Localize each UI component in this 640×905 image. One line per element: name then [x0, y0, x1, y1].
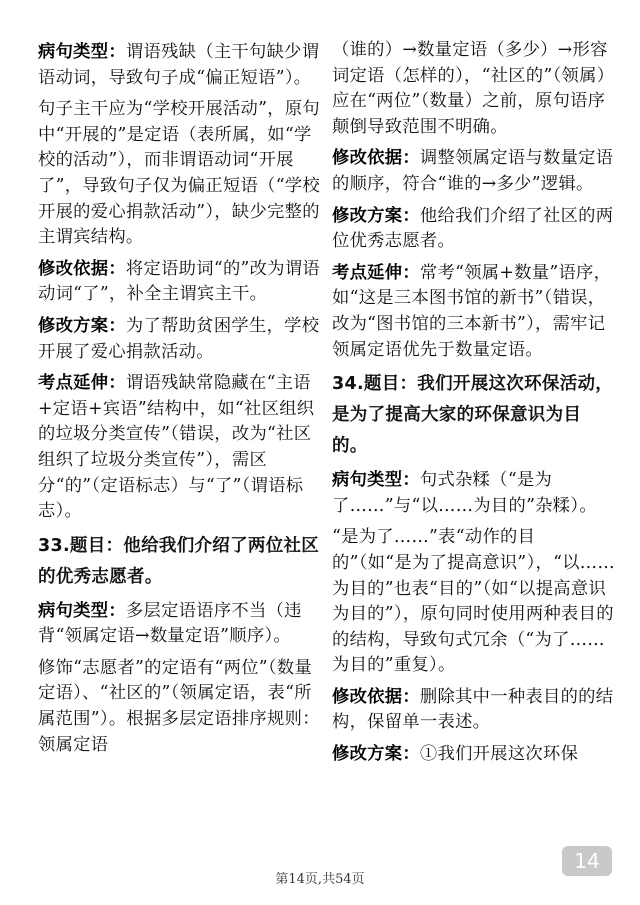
paragraph: [38, 257, 321, 308]
paragraph: [38, 371, 321, 525]
paragraph-text: 谓语残缺常隐藏在“主语+定语+宾语”结构中，如“社区组织的垃圾分类宣传”（错误，改为“社区组织了垃圾分类宣传”），需区分“的”（定语标志）与“了”（谓语标志）。: [38, 373, 315, 522]
paragraph: [332, 38, 615, 140]
paragraph-text: 调整领属定语与数量定语的顺序，符合“谁的→多少”逻辑。: [332, 148, 614, 194]
section-label: 病句类型：: [38, 42, 126, 62]
q34-title: 34.题目：我们开展这次环保活动，是为了提高大家的环保意识为目的。: [332, 374, 614, 457]
paragraph: [332, 204, 615, 255]
section-label: 修改方案：: [38, 315, 126, 336]
q33-analysis-part1: [38, 599, 321, 759]
paragraph-text: 为了帮助贫困学生，学校开展了爱心捐款活动。: [38, 315, 320, 362]
section-label: 修改依据：: [332, 148, 420, 169]
paragraph-text: 修饰“志愿者”的定语有“两位”（数量定语）、“社区的”（领属定语，表“所属范围”）。根据多层定语排序规则：领属定语: [38, 657, 320, 755]
paragraph-text: 谓语残缺（主干句缺少谓语动词，导致句子成“偏正短语”）。: [38, 42, 320, 88]
paragraph-text: “是为了……”表“动作的目的”（如“是为了提高意识”），“以……为目的”也表“目的”（如“以提高意识为目的”），原句同时使用两种表目的的结构，导致句式冗余（“为了……为目的”重复）。: [332, 527, 615, 676]
paragraph: [332, 468, 615, 519]
q33-analysis-part2: [332, 38, 615, 363]
paragraph: [38, 599, 321, 650]
section-label: 修改依据：: [332, 686, 420, 707]
section-label: 病句类型：: [332, 470, 420, 491]
paragraph: [38, 314, 321, 365]
paragraph-text: 句式杂糅（“是为了……”与“以……为目的”杂糅）。: [332, 470, 597, 516]
paragraph: [332, 525, 615, 679]
paragraph-text: 常考“领属+数量”语序，如“这是三本图书馆的新书”（错误，改为“图书馆的三本新书”），需牢记领属定语优先于数量定语。: [332, 262, 612, 360]
paragraph-text: 将定语助词“的”改为谓语动词“了”，补全主谓宾主干。: [38, 258, 321, 305]
page-footer: 第14页,共54页: [275, 872, 365, 887]
right-column: [332, 38, 615, 774]
paragraph: [332, 146, 615, 197]
section-label: 病句类型：: [38, 600, 126, 621]
paragraph: [332, 261, 615, 363]
paragraph-text: （谁的）→数量定语（多少）→形容词定语（怎样的），“社区的”（领属）应在“两位”（数量）之前，原句语序颠倒导致范围不明确。: [332, 40, 615, 137]
paragraph: [38, 40, 321, 91]
paragraph: [332, 742, 615, 768]
section-label: 修改依据：: [38, 258, 126, 279]
section-label: 修改方案：: [332, 205, 420, 226]
paragraph: [38, 656, 321, 758]
paragraph: [332, 685, 615, 736]
paragraph-text: 句子主干应为“学校开展活动”，原句中“开展的”是定语（表所属，如“学校的活动”），而非谓语动词“开展了”，导致句子仅为偏正短语（“学校开展的爱心捐款活动”），缺少完整的主谓宾结构。: [38, 99, 320, 248]
paragraph-text: 删除其中一种表目的的结构，保留单一表述。: [332, 686, 614, 733]
section-label: 修改方案：: [332, 744, 420, 765]
q32-analysis: [38, 40, 321, 525]
section-label: 考点延伸：: [332, 262, 420, 283]
paragraph-text: 多层定语语序不当（违背“领属定语→数量定语”顺序）。: [38, 600, 302, 647]
q33-title: 33.题目：他给我们介绍了两位社区的优秀志愿者。: [38, 535, 320, 587]
paragraph: [38, 97, 321, 251]
q34-analysis: [332, 468, 615, 768]
page-number-badge: 14: [562, 846, 612, 876]
left-column: [38, 40, 321, 764]
paragraph-text: ①我们开展这次环保: [419, 744, 579, 765]
paragraph-text: 他给我们介绍了社区的两位优秀志愿者。: [332, 205, 614, 252]
section-label: 考点延伸：: [38, 373, 126, 394]
